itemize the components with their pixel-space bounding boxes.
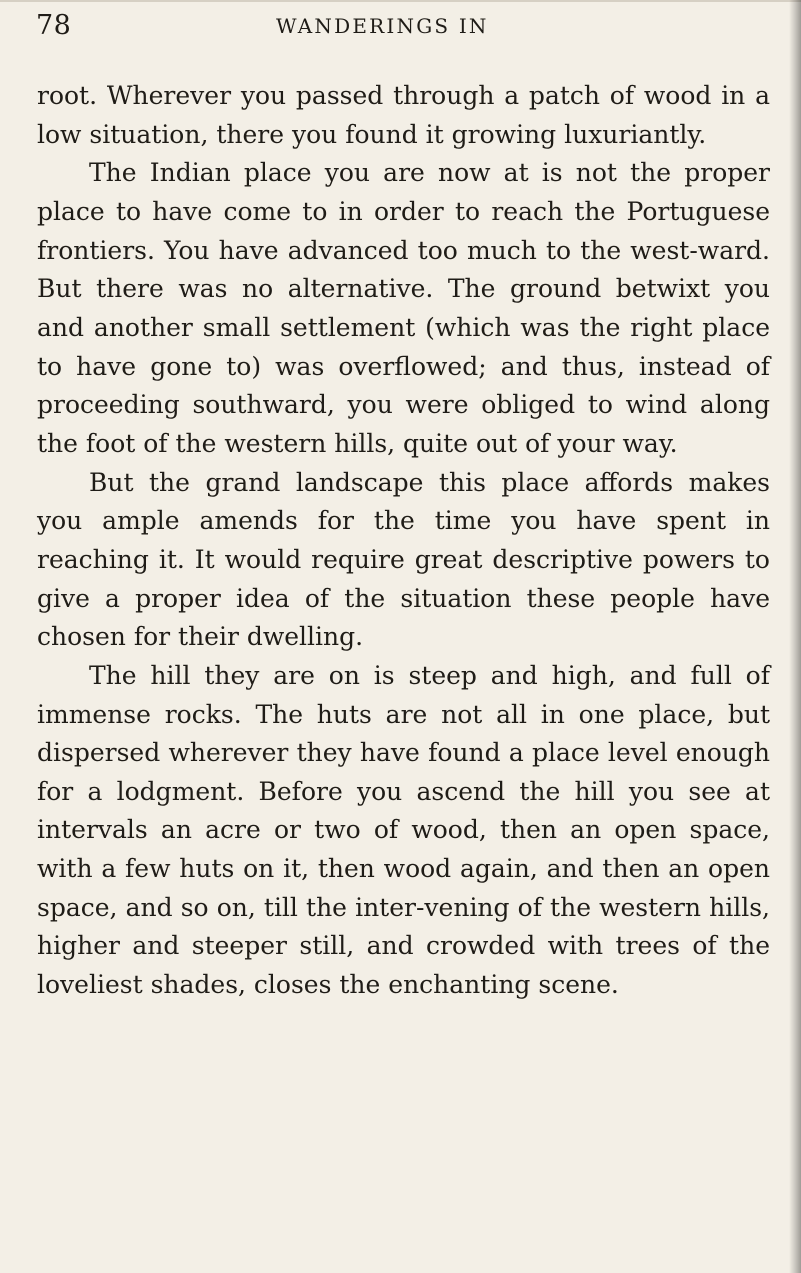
paragraph: root. Wherever you passed through a patch of wood in a low situation, there you found it growing luxuriantly. bbox=[37, 81, 770, 149]
paragraph: But the grand landscape this place affords makes you ample amends for the time you have spent in reaching it. It would require great descriptive powers to give a proper idea of the situation these people have chosen for their dwelling. bbox=[37, 467, 770, 652]
page-number: 78 bbox=[36, 10, 72, 41]
page-edge-shadow bbox=[789, 0, 801, 1273]
page-header bbox=[36, 10, 776, 44]
paragraph: The Indian place you are now at is not the proper place to have come to in order to reach the Portuguese frontiers. You have advanced too much to the west-ward. But there was no alternative. The ground betwixt you and another small settlement (which was the right place to have gone to) was overflowed; and thus, instead of proceeding southward, you were obliged to wind along the foot of the western hills, quite out of your way. bbox=[37, 158, 770, 458]
paragraph: The hill they are on is steep and high, and full of immense rocks. The huts are not all in one place, but dispersed wherever they have found a place level enough for a lodgment. Before you ascend the hill you see at intervals an acre or two of wood, then an open space, with a few huts on it, then wood again, and then an open space, and so on, till the inter-vening of the western hills, higher and steeper still, and crowded with trees of the loveliest shades, closes the enchanting scene. bbox=[37, 660, 770, 1000]
running-head: WANDERINGS IN bbox=[276, 14, 489, 38]
body-text bbox=[37, 77, 770, 1005]
page-top-edge bbox=[0, 0, 801, 2]
